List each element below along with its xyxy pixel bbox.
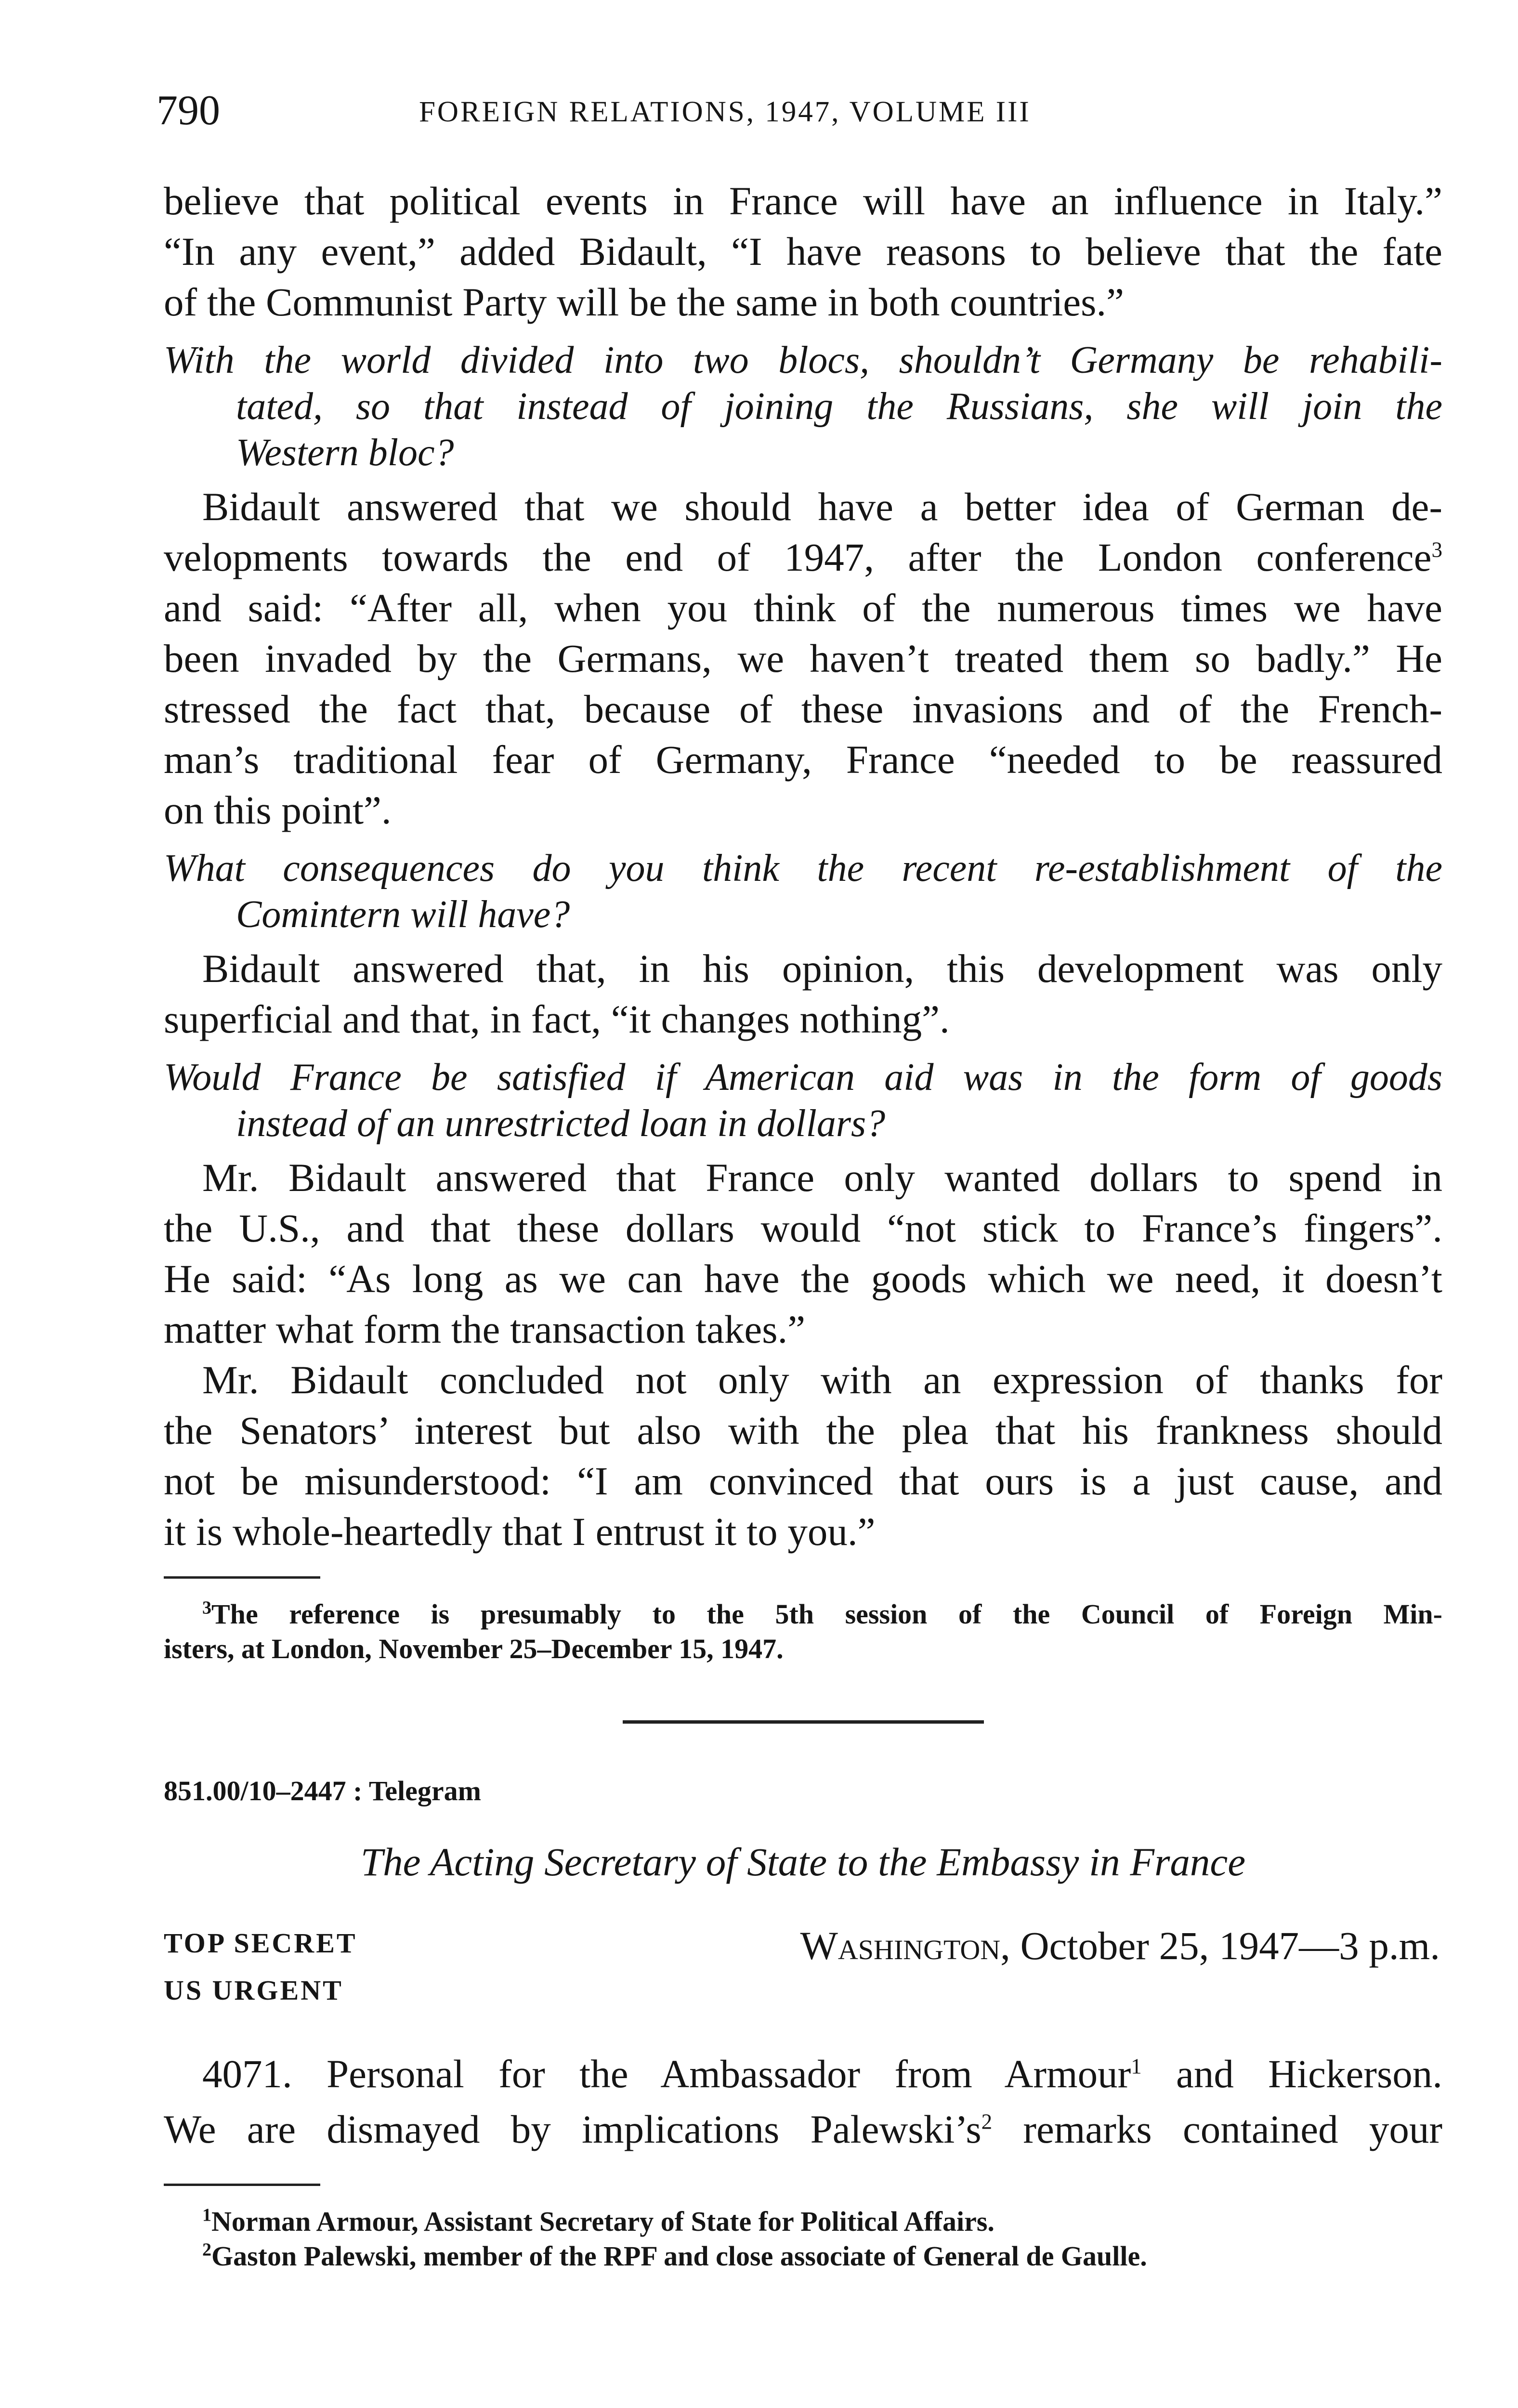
bidault-interview-continuation (164, 176, 1442, 1666)
footnote-1 (164, 2204, 1442, 2239)
telegram-text: 4071. Personal for the Ambassador from Armour (202, 2052, 1131, 2096)
question-line: Comintern will have? (236, 893, 570, 936)
question-line: Would France be satisfied if American aid was in the form of goods (164, 1056, 1442, 1099)
question-comintern (164, 845, 1442, 938)
text-line: Mr. Bidault concluded not only with an expression of thanks for (202, 1358, 1442, 1402)
text-line: on this point”. (164, 788, 392, 832)
text-line: been invaded by the Germans, we haven’t treated them so badly.” He (164, 636, 1442, 681)
classification-label: TOP SECRET (164, 1927, 357, 1959)
question-line: tated, so that instead of joining the Russians, she will join the (236, 385, 1442, 428)
footnote-marker: 2 (981, 2109, 993, 2134)
footnote-divider (164, 2184, 320, 2186)
footnote-marker: 1 (1131, 2054, 1142, 2079)
text-line: believe that political events in France will have an influence in Italy.” (164, 179, 1442, 223)
text-line: Bidault answered that, in his opinion, this development was only (202, 946, 1442, 991)
text-line: superficial and that, in fact, “it changes nothing”. (164, 997, 950, 1041)
text-line: Mr. Bidault answered that France only wanted dollars to spend in (202, 1155, 1442, 1200)
footnote-text: Gaston Palewski, member of the RPF and close associate of General de Gaulle. (211, 2240, 1147, 2272)
text-line: and said: “After all, when you think of the numerous times we have (164, 586, 1442, 630)
text-line: not be misunderstood: “I am convinced that ours is a just cause, and (164, 1459, 1442, 1503)
file-number: 851.00/10–2447 : Telegram (164, 1775, 481, 1806)
text-line-segment: velopments towards the end of 1947, after the London conference (164, 535, 1432, 579)
telegram-body (164, 2046, 1442, 2157)
text-line: the Senators’ interest but also with the plea that his frankness should (164, 1408, 1442, 1453)
text-line-with-footnote (164, 532, 1442, 583)
footnote-marker: 1 (202, 2205, 211, 2225)
footnote-text: The reference is presumably to the 5th session of the Council of Foreign Min- (211, 1598, 1442, 1630)
footnote-line: isters, at London, November 25–December 15, 1947. (164, 1633, 784, 1664)
answer-germany (164, 482, 1442, 836)
telegram-metadata (164, 1924, 1442, 2025)
document-body (164, 176, 1442, 2274)
text-line: “In any event,” added Bidault, “I have reasons to believe that the fate (164, 229, 1442, 274)
footnote-text: Norman Armour, Assistant Secretary of State for Political Affairs. (211, 2206, 995, 2237)
question-germany (164, 337, 1442, 476)
footnote-divider (164, 1576, 320, 1579)
footnote-3 (164, 1597, 1442, 1666)
conclusion-paragraph (164, 1355, 1442, 1557)
text-line: of the Communist Party will be the same in both countries.” (164, 280, 1124, 324)
telegram-footnotes (164, 2184, 1442, 2274)
page-header (157, 84, 1346, 137)
running-head: FOREIGN RELATIONS, 1947, VOLUME III (419, 96, 1031, 128)
footnote-line (164, 1597, 1442, 1632)
question-line: instead of an unrestricted loan in dollars? (236, 1102, 886, 1145)
question-line: With the world divided into two blocs, shouldn’t Germany be rehabili- (164, 339, 1442, 381)
telegram-line (164, 2102, 1442, 2157)
answer-american-aid (164, 1152, 1442, 1355)
text-line: stressed the fact that, because of these invasions and of the French- (164, 687, 1442, 731)
footnote-line (164, 2239, 1442, 2274)
urgency-label: US URGENT (164, 1975, 343, 2006)
dateline-date: October 25, 1947—3 p.m. (1020, 1924, 1440, 1968)
telegram-section (164, 1772, 1442, 2274)
footnote-marker: 3 (1431, 537, 1442, 562)
question-line: Western bloc? (236, 432, 454, 474)
text-line: Bidault answered that we should have a better idea of German de- (202, 484, 1442, 529)
page-number: 790 (157, 87, 220, 134)
footnote-2 (164, 2239, 1442, 2274)
text-line: He said: “As long as we can have the goods which we need, it doesn’t (164, 1256, 1442, 1301)
telegram-text: We are dismayed by implications Palewski’s (164, 2107, 981, 2151)
footnote-marker: 3 (202, 1597, 211, 1618)
document-title: The Acting Secretary of State to the Embassy in France (360, 1840, 1246, 1884)
question-line: What consequences do you think the recent re-establishment of the (164, 847, 1442, 890)
telegram-text: and Hickerson. (1176, 2052, 1442, 2096)
section-divider (623, 1720, 984, 1724)
text-line: matter what form the transaction takes.” (164, 1307, 806, 1351)
answer-comintern (164, 943, 1442, 1045)
text-line: it is whole-heartedly that I entrust it to you.” (164, 1509, 876, 1554)
telegram-text: remarks contained your (1023, 2107, 1442, 2151)
paragraph-political-events (164, 176, 1442, 327)
text-line: the U.S., and that these dollars would “not stick to France’s fingers”. (164, 1206, 1442, 1250)
question-american-aid (164, 1054, 1442, 1147)
footnote-line (164, 2204, 1442, 2239)
dateline-place: Washington, (800, 1924, 1010, 1968)
text-line: man’s traditional fear of Germany, France “needed to be reassured (164, 737, 1442, 782)
footnote-marker: 2 (202, 2239, 211, 2260)
telegram-line (164, 2046, 1442, 2102)
dateline (800, 1924, 1440, 1968)
